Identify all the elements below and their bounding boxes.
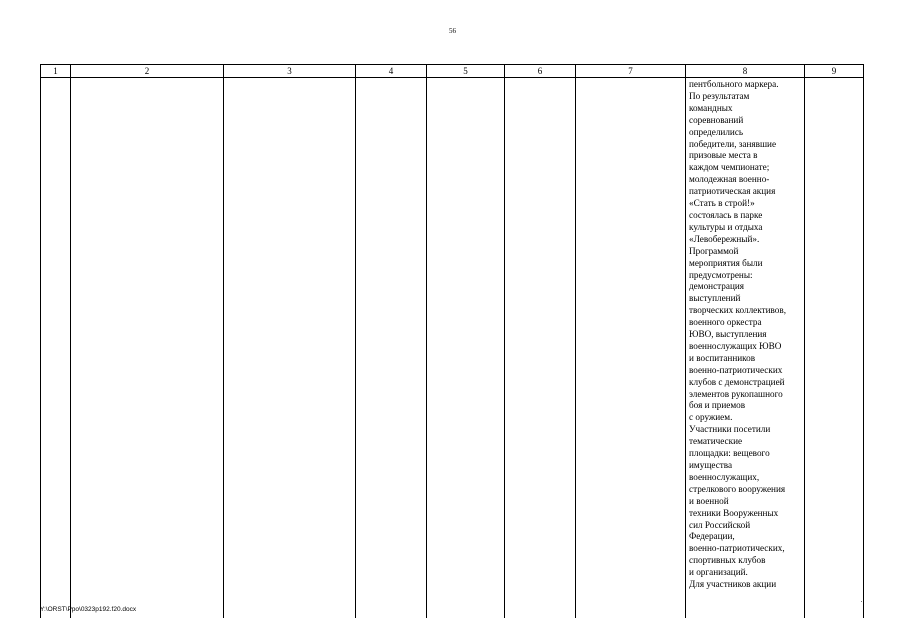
text-line: элементов рукопашного	[689, 388, 783, 399]
text-line: победители, занявшие	[689, 138, 777, 149]
text-line: с оружием.	[689, 412, 733, 423]
text-line: призовые места в	[689, 150, 758, 161]
document-table	[40, 64, 864, 618]
text-line: пентбольного маркера.	[689, 79, 779, 89]
text-line: военнослужащих ЮВО	[689, 340, 782, 351]
text-line: Участники посетили	[689, 424, 771, 435]
text-line: техники Вооруженных	[689, 507, 779, 518]
text-line: боя и приемов	[689, 400, 746, 411]
column-header-7: 7	[576, 65, 686, 78]
text-line: патриотическая акция	[689, 186, 776, 197]
table-cell-col8	[686, 78, 805, 619]
column8-text	[686, 78, 804, 591]
scan-mark	[861, 601, 862, 602]
text-line: спортивных клубов	[689, 555, 766, 566]
text-line: «Левобережный».	[689, 233, 760, 244]
table-cell-col3	[224, 78, 356, 619]
text-line: мероприятия были	[689, 257, 763, 268]
column-header-9: 9	[805, 65, 864, 78]
column-header-1: 1	[41, 65, 71, 78]
text-line: стрелкового вооружения	[689, 483, 786, 494]
table-cell-col6	[505, 78, 576, 619]
text-line: и воспитанников	[689, 352, 756, 363]
text-line: и организаций.	[689, 567, 748, 578]
text-line: демонстрация	[689, 281, 745, 292]
column-header-4: 4	[356, 65, 427, 78]
text-line: клубов с демонстрацией	[689, 376, 785, 387]
table-cell-col9	[805, 78, 864, 619]
text-line: Для участников акции	[689, 579, 777, 590]
text-line: ЮВО, выступления	[689, 329, 767, 340]
text-line: тематические	[689, 436, 743, 447]
column-header-3: 3	[224, 65, 356, 78]
text-line: По результатам	[689, 90, 750, 101]
text-line: Программой	[689, 245, 739, 256]
text-line: соревнований	[689, 114, 744, 125]
text-line: состоялась в парке	[689, 209, 763, 220]
table-cell-col4	[356, 78, 427, 619]
column-header-5: 5	[427, 65, 505, 78]
text-line: военного оркестра	[689, 317, 762, 328]
text-line: выступлений	[689, 293, 741, 304]
text-line: военнослужащих,	[689, 471, 760, 482]
text-line: площадки: вещевого	[689, 448, 770, 459]
text-line: молодежная военно-	[689, 174, 770, 185]
text-line: предусмотрены:	[689, 269, 753, 280]
text-line: творческих коллективов,	[689, 305, 787, 316]
table-cell-col2	[71, 78, 224, 619]
text-line: определились	[689, 126, 744, 137]
table-row	[41, 78, 864, 619]
text-line: культуры и отдыха	[689, 221, 763, 232]
text-line: имущества	[689, 460, 733, 470]
text-line: Федерации,	[689, 531, 735, 542]
table-header-row	[41, 65, 864, 78]
column-header-6: 6	[505, 65, 576, 78]
text-line: военно-патриотических	[689, 364, 783, 375]
table-cell-col7	[576, 78, 686, 619]
text-line: командных	[689, 102, 733, 113]
text-line: военно-патриотических,	[689, 543, 785, 554]
column-header-2: 2	[71, 65, 224, 78]
text-line: каждом чемпионате;	[689, 162, 770, 173]
file-path-footer: Y:\ORST\Ppo\0323p192.f20.docx	[40, 606, 137, 613]
text-line: «Стать в строй!»	[689, 198, 755, 209]
page-number: 56	[449, 27, 456, 35]
column-header-8: 8	[686, 65, 805, 78]
table-cell-col1	[41, 78, 71, 619]
text-line: сил Российской	[689, 519, 751, 530]
text-line: и военной	[689, 495, 729, 506]
table-cell-col5	[427, 78, 505, 619]
